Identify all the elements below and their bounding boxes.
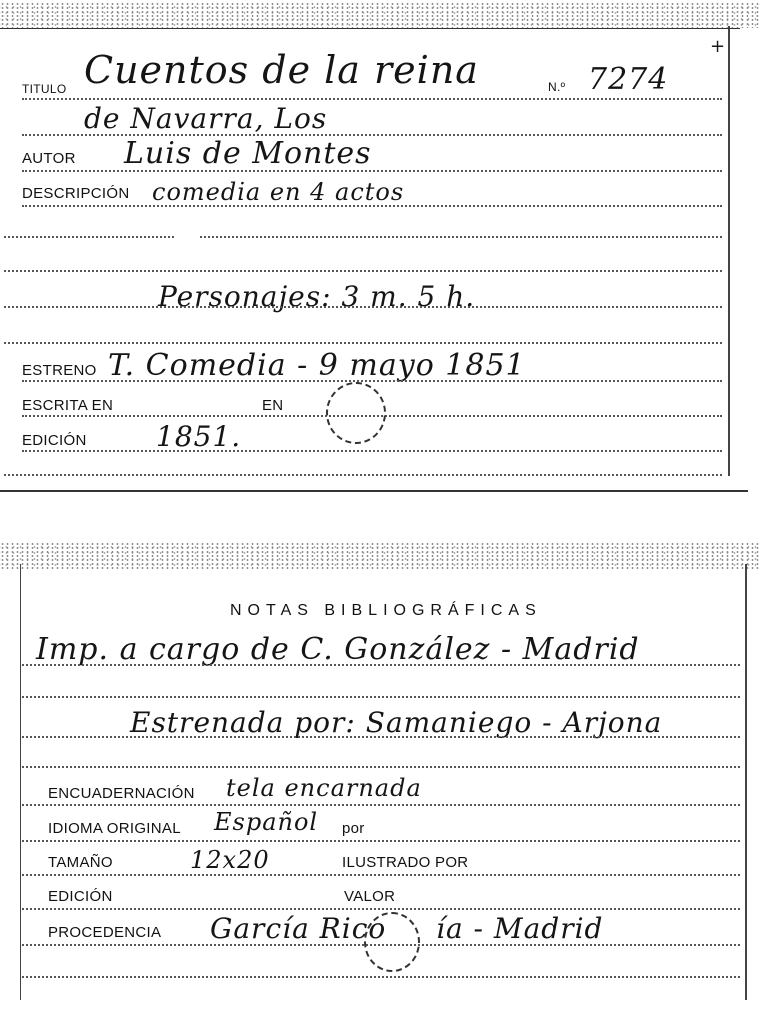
idioma-label: IDIOMA ORIGINAL [48, 820, 181, 837]
card-left-edge [20, 564, 21, 1000]
catalog-card-bottom [0, 540, 759, 1010]
rule-edicion [22, 450, 722, 452]
notas-heading: NOTAS BIBLIOGRÁFICAS [230, 602, 542, 619]
rule-nota-1 [22, 664, 740, 666]
edicion-value: 1851. [156, 420, 242, 453]
tamano-label: TAMAÑO [48, 854, 113, 871]
rule-blank-short [4, 236, 174, 238]
card-right-edge-bottom [745, 564, 747, 1000]
rule-procedencia [22, 944, 740, 946]
nota-line1: Imp. a cargo de C. González - Madrid [36, 632, 640, 667]
personajes-value: Personajes: 3 m. 5 h. [158, 280, 476, 313]
rule-edicion-bottom [22, 908, 740, 910]
rule-idioma [22, 840, 740, 842]
encuadernacion-label: ENCUADERNACIÓN [48, 785, 195, 802]
idioma-value: Español [214, 808, 319, 836]
rule-estreno [22, 380, 722, 382]
procedencia-value-b: ía - Madrid [436, 912, 604, 945]
catalog-card-top [0, 0, 759, 495]
rule-encuadernacion [22, 804, 740, 806]
valor-label: VALOR [344, 888, 396, 905]
titulo-value-line1: Cuentos de la reina [84, 48, 479, 92]
edicion-label-bottom: EDICIÓN [48, 888, 113, 905]
rule-last [22, 976, 740, 978]
rule-personajes [4, 306, 722, 308]
estreno-label: ESTRENO [22, 362, 97, 379]
rule-descripcion [22, 205, 722, 207]
rule-autor [22, 170, 722, 172]
escrita-en-label: ESCRITA EN [22, 397, 114, 414]
card-bottom-edge [0, 490, 748, 492]
numero-value: 7274 [588, 62, 669, 97]
card-right-edge [728, 26, 730, 476]
nota-line2: Estrenada por: Samaniego - Arjona [130, 706, 663, 739]
scan-noise-bottom [0, 542, 759, 570]
ink-stamp-circle [326, 382, 386, 444]
procedencia-value-a: García Rico [210, 912, 387, 945]
card-top-edge [0, 28, 740, 29]
rule-tamano [22, 874, 740, 876]
descripcion-label: DESCRIPCIÓN [22, 185, 130, 202]
rule-nota-2 [22, 696, 740, 698]
edicion-label: EDICIÓN [22, 432, 87, 449]
rule-nota-4 [22, 766, 740, 768]
titulo-label: TITULO [22, 82, 67, 96]
rule-titulo [22, 98, 722, 100]
rule-blank-3 [4, 342, 722, 344]
rule-blank-2 [4, 270, 722, 272]
procedencia-label: PROCEDENCIA [48, 924, 162, 941]
por-label: por [342, 820, 365, 837]
plus-mark: + [710, 36, 726, 57]
descripcion-value: comedia en 4 actos [152, 178, 405, 206]
titulo-value-line2: de Navarra, Los [84, 102, 328, 135]
autor-value: Luis de Montes [124, 136, 372, 171]
ink-stamp-circle-bottom [364, 912, 420, 972]
autor-label: AUTOR [22, 150, 76, 167]
rule-bottom [4, 474, 722, 476]
tamano-value: 12x20 [190, 846, 270, 874]
encuadernacion-value: tela encarnada [226, 774, 422, 802]
estreno-value: T. Comedia - 9 mayo 1851 [108, 348, 526, 383]
numero-label: N.º [548, 80, 566, 94]
rule-blank-1 [200, 236, 722, 238]
ilustrado-label: ILUSTRADO POR [342, 854, 469, 871]
scan-noise-top [0, 2, 759, 28]
en-label: EN [262, 397, 284, 414]
rule-nota-3 [22, 736, 740, 738]
